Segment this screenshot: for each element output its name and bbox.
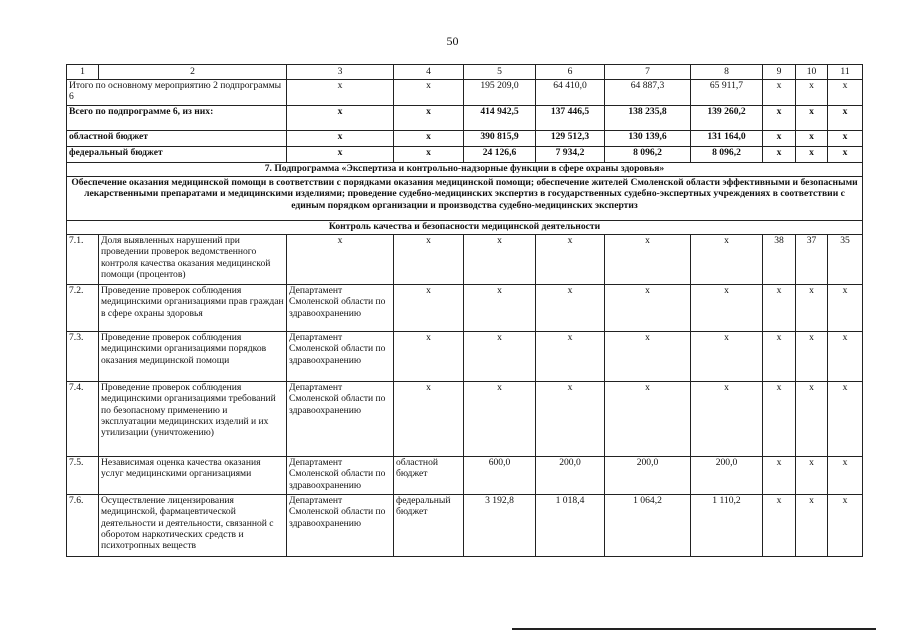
cell: x [536, 285, 605, 332]
cell: x [287, 147, 394, 163]
cell: 1 110,2 [691, 495, 763, 557]
cell: x [464, 332, 536, 382]
item-number: 7.2. [67, 285, 99, 332]
cell: x [394, 131, 464, 147]
column-number: 1 [67, 65, 99, 80]
program-table [66, 64, 863, 557]
cell: 64 410,0 [536, 80, 605, 106]
summary-row [67, 147, 863, 163]
item-number: 7.3. [67, 332, 99, 382]
header-row [67, 65, 863, 80]
column-number: 2 [99, 65, 287, 80]
goals-text: Обеспечение оказания медицинской помощи в соответствии с порядками оказания медицинской помощи; обеспечение жителей Смоленской области эффективными и безопасными лекарственными препаратами и медицинскими изделиями; проведение судебно-медицинских экспертиз в государственных судебно-экспертных учреждениях в соответствии с единым порядком организации и производства судебно-медицинских экспертиз [67, 177, 863, 221]
cell: 138 235,8 [605, 106, 691, 131]
cell: 37 [796, 235, 828, 285]
column-number: 7 [605, 65, 691, 80]
cell: x [796, 106, 828, 131]
cell: x [287, 80, 394, 106]
item-number: 7.1. [67, 235, 99, 285]
column-number: 6 [536, 65, 605, 80]
subprogram-title-row [67, 163, 863, 177]
cell: x [763, 382, 796, 457]
cell: 200,0 [536, 457, 605, 495]
cell: 1 018,4 [536, 495, 605, 557]
item-source: x [394, 235, 464, 285]
cell: 200,0 [605, 457, 691, 495]
item-executor: Департамент Смоленской области по здравоохранению [287, 382, 394, 457]
cell: 600,0 [464, 457, 536, 495]
item-executor: Департамент Смоленской области по здравоохранению [287, 332, 394, 382]
cell: x [796, 495, 828, 557]
column-number: 4 [394, 65, 464, 80]
cell: x [796, 131, 828, 147]
item-name: Доля выявленных нарушений при проведении проверок ведомственного контроля качества оказания медицинской помощи (процентов) [99, 235, 287, 285]
cell: x [828, 80, 863, 106]
summary-label: Всего по подпрограмме 6, из них: [67, 106, 287, 131]
column-number: 3 [287, 65, 394, 80]
cell: x [796, 285, 828, 332]
summary-label: Итого по основному мероприятию 2 подпрограммы 6 [67, 80, 287, 106]
cell: x [464, 235, 536, 285]
item-source: x [394, 382, 464, 457]
cell: 200,0 [691, 457, 763, 495]
cell: x [464, 382, 536, 457]
cell: x [394, 147, 464, 163]
cell: x [828, 147, 863, 163]
cell: 195 209,0 [464, 80, 536, 106]
item-executor: Департамент Смоленской области по здравоохранению [287, 495, 394, 557]
cell: 8 096,2 [691, 147, 763, 163]
column-number: 5 [464, 65, 536, 80]
cell: x [763, 131, 796, 147]
item-number: 7.5. [67, 457, 99, 495]
cell: 8 096,2 [605, 147, 691, 163]
cell: 35 [828, 235, 863, 285]
cell: 3 192,8 [464, 495, 536, 557]
table-row [67, 285, 863, 332]
cell: x [605, 332, 691, 382]
cell: x [287, 131, 394, 147]
cell: x [287, 106, 394, 131]
cell: x [763, 285, 796, 332]
section-title-row [67, 221, 863, 235]
column-number: 10 [796, 65, 828, 80]
cell: x [763, 147, 796, 163]
table-row [67, 332, 863, 382]
item-name: Осуществление лицензирования медицинской, фармацевтической деятельности и деятельности, связанной с оборотом наркотических средств и психотропных веществ [99, 495, 287, 557]
table-row [67, 457, 863, 495]
cell: 130 139,6 [605, 131, 691, 147]
cell: x [605, 285, 691, 332]
item-name: Проведение проверок соблюдения медицинскими организациями требований по безопасному применению и эксплуатации медицинских изделий и их утилизации (уничтожению) [99, 382, 287, 457]
item-number: 7.4. [67, 382, 99, 457]
cell: x [796, 80, 828, 106]
cell: 24 126,6 [464, 147, 536, 163]
page-number: 50 [446, 34, 459, 48]
column-number: 9 [763, 65, 796, 80]
item-executor: x [287, 235, 394, 285]
item-source: федеральный бюджет [394, 495, 464, 557]
table-row [67, 382, 863, 457]
cell: 1 064,2 [605, 495, 691, 557]
cell: x [763, 457, 796, 495]
cell: 414 942,5 [464, 106, 536, 131]
cell: x [828, 382, 863, 457]
cell: x [536, 332, 605, 382]
cell: x [394, 80, 464, 106]
cell: 129 512,3 [536, 131, 605, 147]
summary-label: федеральный бюджет [67, 147, 287, 163]
cell: x [605, 235, 691, 285]
cell: x [828, 131, 863, 147]
bottom-rule [512, 628, 876, 630]
cell: x [536, 235, 605, 285]
summary-label: областной бюджет [67, 131, 287, 147]
cell: x [763, 106, 796, 131]
cell: x [691, 285, 763, 332]
cell: x [828, 332, 863, 382]
cell: 7 934,2 [536, 147, 605, 163]
column-number: 11 [828, 65, 863, 80]
summary-row [67, 80, 863, 106]
cell: 390 815,9 [464, 131, 536, 147]
item-source: областной бюджет [394, 457, 464, 495]
table-row [67, 495, 863, 557]
item-executor: Департамент Смоленской области по здравоохранению [287, 457, 394, 495]
cell: x [691, 332, 763, 382]
cell: 65 911,7 [691, 80, 763, 106]
cell: x [763, 332, 796, 382]
cell: x [796, 332, 828, 382]
subprogram-title: 7. Подпрограмма «Экспертиза и контрольно-надзорные функции в сфере охраны здоровья» [67, 163, 863, 177]
cell: x [605, 382, 691, 457]
cell: x [828, 457, 863, 495]
cell: x [796, 147, 828, 163]
item-name: Проведение проверок соблюдения медицинскими организациями прав граждан в сфере охраны здоровья [99, 285, 287, 332]
cell: 137 446,5 [536, 106, 605, 131]
cell: x [796, 382, 828, 457]
cell: x [691, 235, 763, 285]
cell: 38 [763, 235, 796, 285]
cell: x [464, 285, 536, 332]
table-row [67, 235, 863, 285]
cell: x [691, 382, 763, 457]
cell: x [763, 495, 796, 557]
item-source: x [394, 285, 464, 332]
cell: x [763, 80, 796, 106]
item-name: Независимая оценка качества оказания услуг медицинскими организациями [99, 457, 287, 495]
item-source: x [394, 332, 464, 382]
summary-row [67, 131, 863, 147]
summary-row [67, 106, 863, 131]
item-number: 7.6. [67, 495, 99, 557]
goals-row [67, 177, 863, 221]
cell: 131 164,0 [691, 131, 763, 147]
cell: x [828, 106, 863, 131]
cell: 139 260,2 [691, 106, 763, 131]
column-number: 8 [691, 65, 763, 80]
cell: x [828, 285, 863, 332]
item-name: Проведение проверок соблюдения медицинскими организациями порядков оказания медицинской помощи [99, 332, 287, 382]
cell: x [796, 457, 828, 495]
cell: 64 887,3 [605, 80, 691, 106]
section-title: Контроль качества и безопасности медицинской деятельности [67, 221, 863, 235]
cell: x [394, 106, 464, 131]
cell: x [828, 495, 863, 557]
item-executor: Департамент Смоленской области по здравоохранению [287, 285, 394, 332]
cell: x [536, 382, 605, 457]
